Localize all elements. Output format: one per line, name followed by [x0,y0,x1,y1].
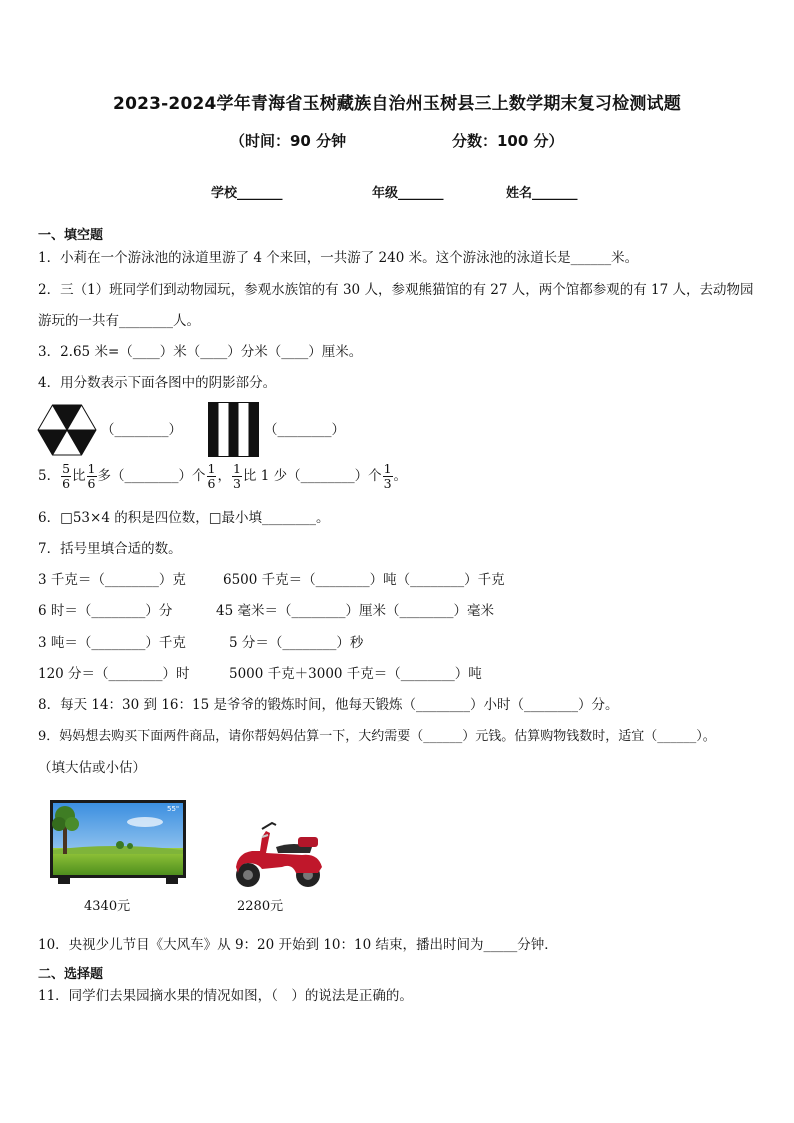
question-7-row-4-left: 120 分＝（________）时 [38,666,190,682]
exam-time: （时间：90 分钟 [230,132,347,150]
question-5: 5． $\frac{5}{6}$ 比 $\frac{1}{6}$ 多（________）个 $\frac{1}{6}$ ， $\frac{1}{3}$ 比 1 少（________）个 $\frac{1}{3}$ 。 [38,461,408,491]
question-7-row-2-right: 45 毫米＝（________）厘米（________）毫米 [216,603,494,619]
question-7-row-3-left: 3 吨＝（________）千克 [38,635,186,651]
question-7-row-1-left: 3 千克＝（________）克 [38,572,186,588]
fraction-5-6: $\frac{5}{6}$ [62,461,71,491]
question-4-blank-1[interactable]: （________） [101,422,182,438]
question-5-number: 5． [38,468,61,484]
question-9-line-1: 9．妈妈想去购买下面两件商品，请你帮妈妈估算一下，大约需要（______）元钱。估算购物钱数时，适宜（______）。 [38,729,716,744]
fraction-1-3: $\frac{1}{3}$ [232,461,241,491]
question-2-line-2: 游玩的一共有________人。 [38,313,200,329]
tv-price: 4340元 [84,899,131,914]
tv-image [50,800,186,888]
striped-rectangle-figure [208,402,259,457]
question-8: 8．每天 14：30 到 16：15 是爷爷的锻炼时间，他每天锻炼（________）小时（________）分。 [38,697,619,713]
question-9-line-2: （填大估或小估） [38,760,146,776]
name-field[interactable]: 姓名_______ [506,186,578,201]
question-7-row-1-right: 6500 千克＝（________）吨（________）千克 [223,572,505,588]
tv-screen-size-label: 55" [167,805,180,813]
scooter-image [232,817,326,891]
question-4-blank-2[interactable]: （________） [264,422,345,438]
question-6: 6．□53×4 的积是四位数，□最小填________。 [38,510,330,526]
school-field[interactable]: 学校_______ [211,186,283,201]
question-7-row-4-right: 5000 千克＋3000 千克＝（________）吨 [229,666,482,682]
fraction-1-3-b: $\frac{1}{3}$ [383,461,392,491]
question-7-row-2-left: 6 时＝（________）分 [38,603,173,619]
section-choice-heading: 二、选择题 [38,967,104,982]
question-2-line-1: 2．三（1）班同学们到动物园玩，参观水族馆的有 30 人，参观熊猫馆的有 27 人，两个馆都参观的有 17 人，去动物园 [38,282,754,298]
question-11: 11．同学们去果园摘水果的情况如图，（ ）的说法是正确的。 [38,988,413,1004]
hexagon-figure [38,404,96,456]
question-7: 7．括号里填合适的数。 [38,541,182,557]
grade-field[interactable]: 年级_______ [372,186,444,201]
fraction-1-6: $\frac{1}{6}$ [87,461,96,491]
fraction-1-6-b: $\frac{1}{6}$ [207,461,216,491]
scooter-price: 2280元 [237,899,284,914]
question-7-row-3-right: 5 分＝（________）秒 [229,635,364,651]
question-4: 4．用分数表示下面各图中的阴影部分。 [38,375,277,391]
question-1: 1．小莉在一个游泳池的泳道里游了 4 个来回，一共游了 240 米。这个游泳池的泳道长是______米。 [38,250,639,266]
exam-score: 分数：100 分） [452,132,564,150]
page-title: 2023-2024学年青海省玉树藏族自治州玉树县三上数学期末复习检测试题 [113,94,681,114]
question-3: 3．2.65 米=（____）米（____）分米（____）厘米。 [38,344,363,360]
section-fill-blank-heading: 一、填空题 [38,228,104,243]
question-10: 10．央视少儿节目《大风车》从 9：20 开始到 10：10 结束，播出时间为_____分钟． [38,937,558,953]
